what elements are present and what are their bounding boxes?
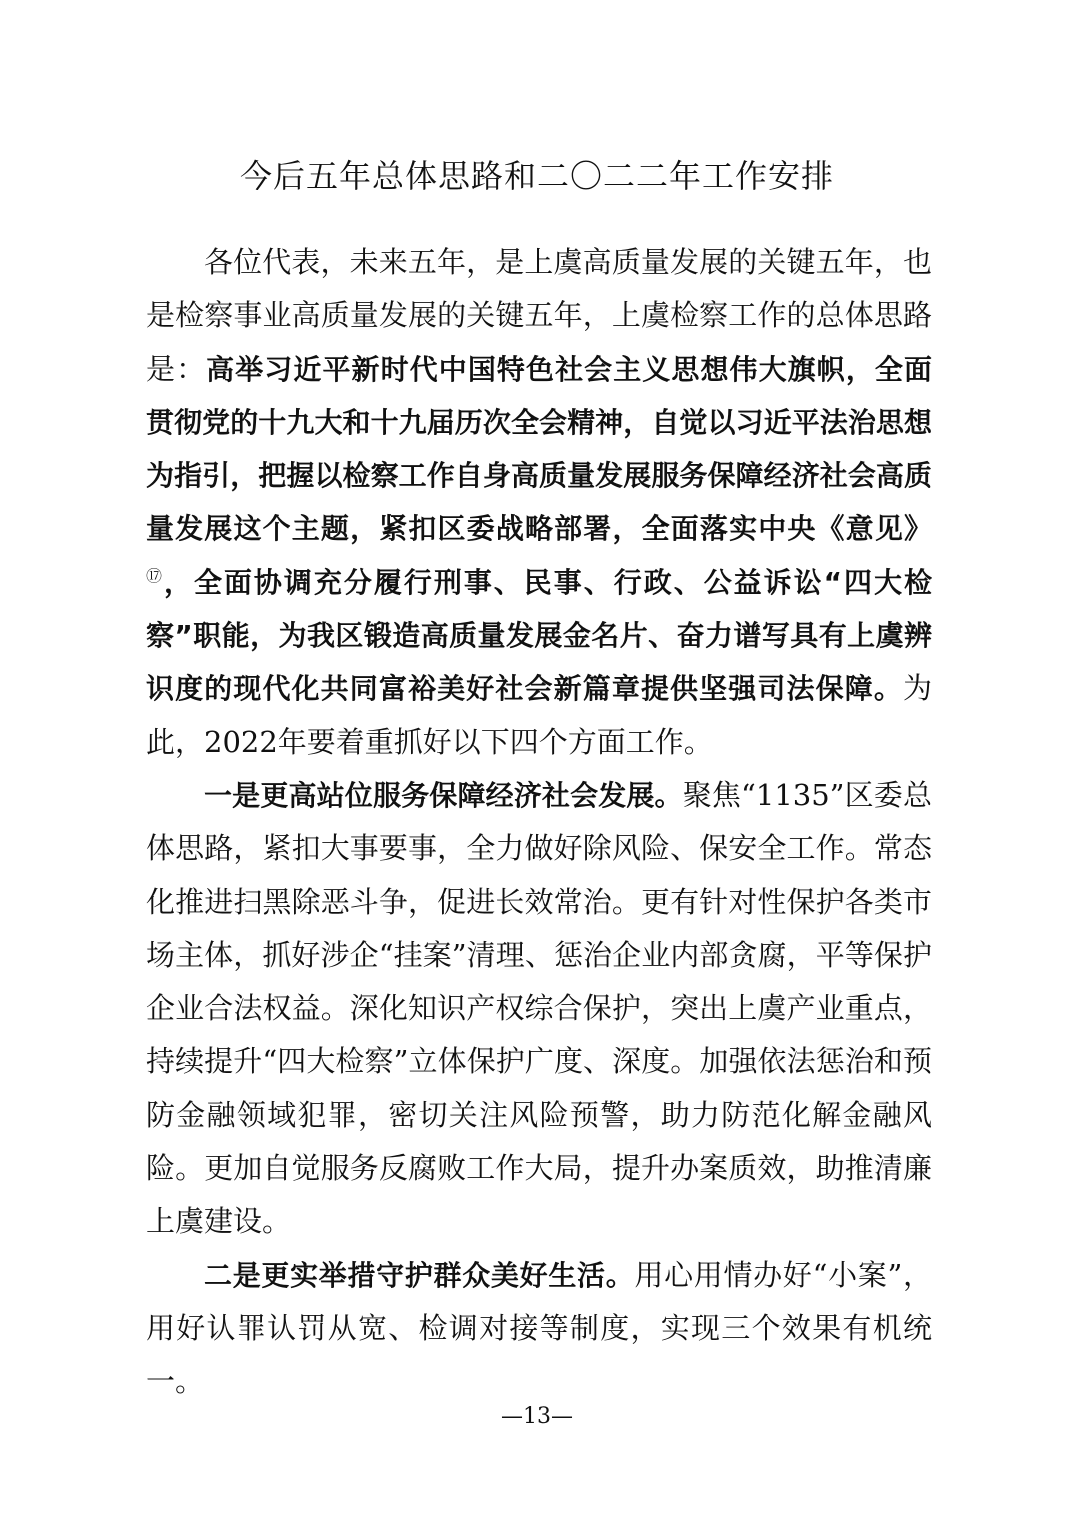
paragraph-economic-development [146, 769, 932, 1249]
section-one-text: 聚焦“1135”区委总体思路，紧扣大事要事，全力做好除风险、保安全工作。常态化推进扫黑除恶斗争，促进长效常治。更有针对性保护各类市场主体，抓好涉企“挂案”清理、惩治企业内部贪腐，平等保护企业合法权益。深化知识产权综合保护，突出上虞产业重点，持续提升“四大检察”立体保护广度、深度。加强依法惩治和预防金融领域犯罪，密切关注风险预警，助力防范化解金融风险。更加自觉服务反腐败工作大局，提升办案质效，助推清廉上虞建设。 [146, 777, 932, 1239]
paragraph-public-wellbeing [146, 1249, 932, 1409]
document-body [146, 236, 932, 1409]
paragraph-tail-text: 为此，2022年要着重抓好以下四个方面工作。 [146, 671, 932, 759]
footnote-marker: ⑰ [146, 566, 164, 586]
page-number: —13— [501, 1404, 573, 1429]
overall-approach-bold-text: 高举习近平新时代中国特色社会主义思想伟大旗帜，全面贯彻党的十九大和十九届历次全会精神，自觉以习近平法治思想为指引，把握以检察工作自身高质量发展服务保障经济社会高质量发展这个主题，紧扣区委战略部署，全面落实中央《意见》 [146, 352, 932, 546]
paragraph-overall-approach [146, 236, 932, 769]
section-heading-two: 二是更实举措守护群众美好生活。 [204, 1258, 635, 1292]
overall-approach-bold-continuation: ，全面协调充分履行刑事、民事、行政、公益诉讼“四大检察”职能，为我区锻造高质量发展金名片、奋力谱写具有上虞辨识度的现代化共同富裕美好社会新篇章提供坚强司法保障。 [146, 565, 932, 706]
section-two-text: 用心用情办好“小案”，用好认罪认罚从宽、检调对接等制度，实现三个效果有机统一。 [146, 1257, 932, 1399]
page-title: 今后五年总体思路和二〇二二年工作安排 [239, 157, 834, 195]
section-heading-one: 一是更高站位服务保障经济社会发展。 [204, 778, 683, 812]
paragraph-lead-text: 各位代表，未来五年，是上虞高质量发展的关键五年，也是检察事业高质量发展的关键五年，上虞检察工作的总体思路是： [146, 245, 932, 386]
